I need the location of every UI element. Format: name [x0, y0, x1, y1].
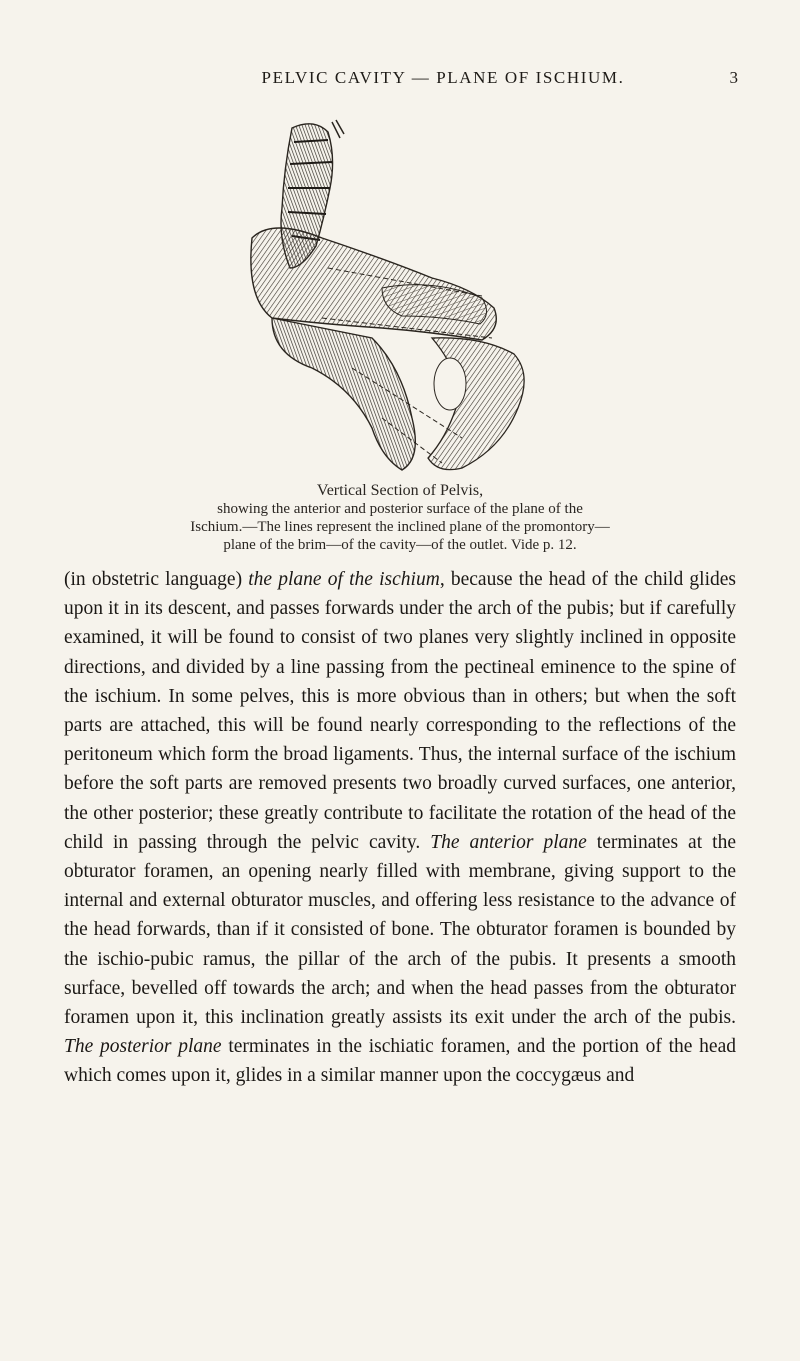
italic-term: The posterior plane: [64, 1036, 222, 1058]
caption-line: Ischium.—The lines represent the inclined plane of the promontory—: [190, 519, 610, 535]
caption-title: Vertical Section of Pelvis,: [316, 482, 484, 499]
figure-caption: [64, 482, 736, 554]
ischium-shape: [272, 318, 415, 470]
running-head-title: PELVIC CAVITY — PLANE OF ISCHIUM.: [261, 68, 625, 87]
italic-term: the plane of the ischium: [248, 569, 440, 590]
body-text: [64, 565, 736, 1091]
text-run: terminates in the ischiatic foramen, and the portion of the head which comes upon it, glides in a similar manner upon the coccygæus and: [64, 1036, 736, 1087]
body-paragraph: [64, 565, 736, 1091]
text-run: , because the head of the child glides upon it in its descent, and passes forwards under the arch of the pubis; but if carefully examined, it will be found to consist of two planes very slightly inclined in opposite directions, and divided by a line passing from the pectineal eminence to the spine of the ischium. In some pelves, this is more obvious than in others; but when the soft parts are attached, this will be found nearly corresponding to the reflections of the peritoneum which form the broad ligaments. Thus, the internal surface of the ischium before the soft parts are removed presents two broadly curved surfaces, one anterior, the other posterior; these greatly contribute to facilitate the rotation of the head of the child in passing through the pelvic cavity.: [64, 569, 736, 853]
page-number: 3: [729, 68, 738, 87]
text-run: terminates at the obturator foramen, an opening nearly filled with membrane, giving support to the internal and external obturator muscles, and offering less resistance to the advance of the head forwards, than if it consisted of bone. The obturator foramen is bounded by the ischio-pubic ramus, the pillar of the arch of the pubis. It presents a smooth surface, bevelled off towards the arch; and when the head passes from the obturator foramen upon it, this inclination greatly assists its exit under the arch of the pubis.: [64, 831, 736, 1029]
caption-line: plane of the brim—of the cavity—of the outlet. Vide p. 12.: [223, 537, 577, 553]
text-run: (in obstetric language): [64, 569, 249, 590]
running-head: [148, 68, 738, 96]
pelvis-engraving: [232, 118, 562, 478]
caption-line: showing the anterior and posterior surface of the plane of the: [217, 501, 583, 517]
pelvis-section-illustration: [232, 118, 562, 478]
italic-term: The anterior plane: [430, 831, 587, 853]
